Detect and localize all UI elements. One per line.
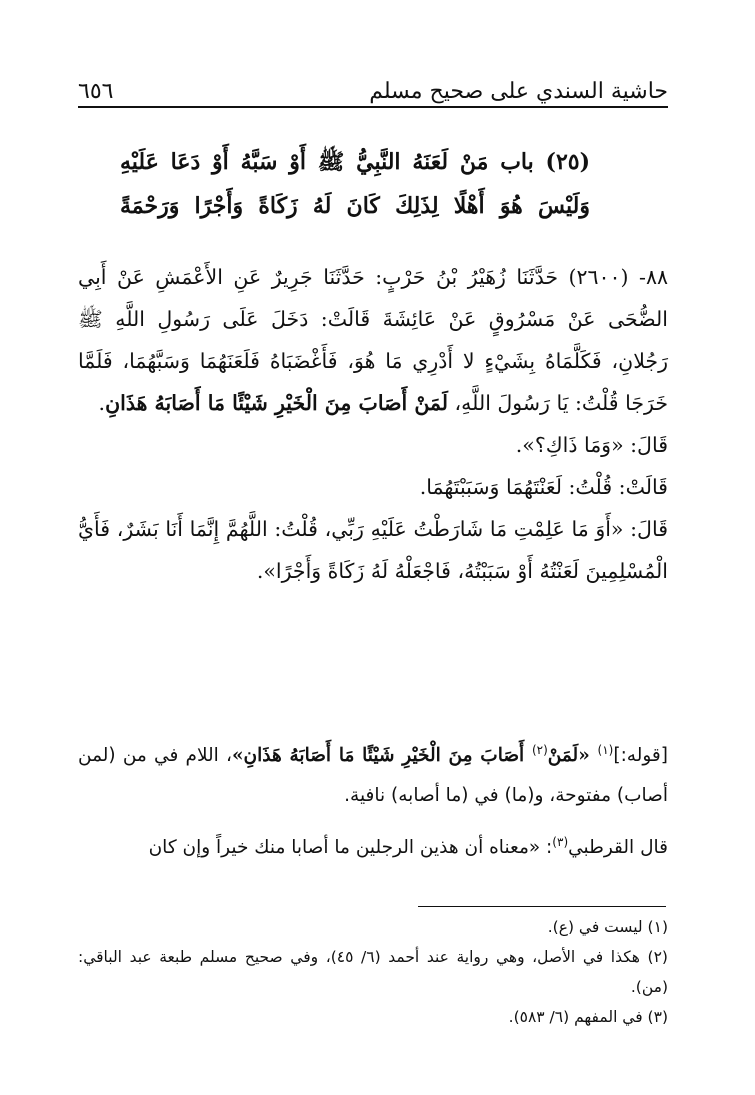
header-rule xyxy=(78,106,668,108)
page-header xyxy=(78,64,668,104)
footnote-ref-1: (١) xyxy=(597,743,614,757)
hadith-main-text: ٨٨- (٢٦٠٠) حَدَّثَنَا زُهَيْرُ بْنُ حَرْبٍ: حَدَّثَنَا جَرِيرٌ عَنِ الأَعْمَشِ عَنْ أَبِي الضُّحَى عَنْ مَسْرُوقٍ عَنْ عَائِشَةَ قَالَتْ: دَخَلَ عَلَى رَسُولِ اللَّهِ ﷺ رَجُلانِ، فَكَلَّمَاهُ بِشَيْءٍ لا أَدْرِي مَا هُوَ، فَأَغْضَبَاهُ فَلَعَنَهُمَا وَسَبَّهُمَا، فَلَمَّا خَرَجَا قُلْتُ: يَا رَسُولَ اللَّهِ، xyxy=(78,265,668,415)
hadith-reply-2: قَالَتْ: قُلْتُ: لَعَنْتَهُمَا وَسَبَبْتَهُمَا. xyxy=(419,475,668,499)
chapter-heading xyxy=(120,140,590,228)
page-number: ٦٥٦ xyxy=(78,79,114,104)
footnote-rule xyxy=(418,906,666,907)
footnote-ref-2: (٢) xyxy=(531,743,548,757)
footnote-ref-3: (٣) xyxy=(552,835,569,850)
commentary-paragraph-1 xyxy=(78,730,668,816)
footnote-3: (٣) في المفهم (٦/ ٥٨٣). xyxy=(508,1008,668,1026)
commentary-bold-a: «لَمَنْ xyxy=(547,745,598,767)
commentary-bold-b: أَصَابَ مِنَ الْخَيْرِ شَيْئًا مَا أَصَابَهُ هَذَانِ» xyxy=(231,745,532,767)
hadith-reply-3: قَالَ: «أَوَ مَا عَلِمْتِ مَا شَارَطْتُ عَلَيْهِ رَبِّي، قُلْتُ: اللَّهُمَّ إِنَّمَا أَنَا بَشَرٌ، فَأَيُّ الْمُسْلِمِينَ لَعَنْتُهُ أَوْ سَبَبْتُهُ، فَاجْعَلْهُ لَهُ زَكَاةً وَأَجْرًا». xyxy=(78,517,668,583)
commentary-text-2a: قال القرطبي xyxy=(568,837,668,859)
chapter-heading-line-1: (٢٥) باب مَنْ لَعَنَهُ النَّبِيُّ ﷺ أَوْ سَبَّهُ أَوْ دَعَا عَلَيْهِ xyxy=(120,149,590,175)
footnote-1: (١) ليست في (ع). xyxy=(547,918,668,936)
commentary xyxy=(78,730,668,874)
hadith-main-paragraph xyxy=(78,256,668,424)
footnote-2: (٢) هكذا في الأصل، وهي رواية عند أحمد (٦/ ٤٥)، وفي صحيح مسلم طبعة عبد الباقي: (من). xyxy=(78,948,668,996)
commentary-quote-marker: [قوله:] xyxy=(613,745,668,767)
hadith-reply-1: قَالَ: «وَمَا ذَاكِ؟». xyxy=(515,433,668,457)
commentary-text-2b: : «معناه أن هذين الرجلين ما أصابا منك خيراً وإن كان xyxy=(148,837,553,859)
hadith-bold-phrase: لَمَنْ أَصَابَ مِنَ الْخَيْرِ شَيْئًا مَا أَصَابَهُ هَذَانِ xyxy=(105,391,449,415)
footnotes xyxy=(78,912,668,1032)
commentary-paragraph-2 xyxy=(78,822,668,868)
running-title: حاشية السندي على صحيح مسلم xyxy=(369,79,668,104)
hadith-main-end: . xyxy=(98,391,106,415)
commentary-text-1: ، اللام في من (لمن أصاب) مفتوحة، و(ما) في (ما أصابه) نافية. xyxy=(78,745,668,807)
chapter-heading-line-2: وَلَيْسَ هُوَ أَهْلًا لِذَلِكَ كَانَ لَهُ زَكَاةً وَأَجْرًا وَرَحْمَةً xyxy=(120,193,590,219)
hadith-text xyxy=(78,256,668,592)
